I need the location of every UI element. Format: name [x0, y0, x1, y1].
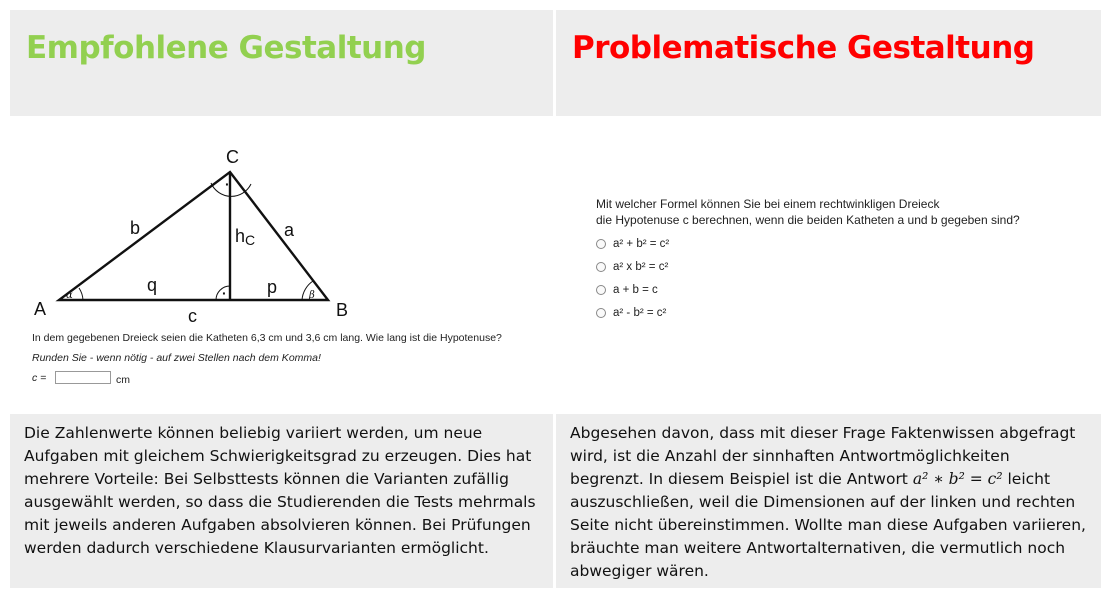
right-description: [570, 422, 1087, 583]
radio-button[interactable]: [596, 308, 606, 318]
alpha-label: α: [66, 290, 73, 301]
option-label: a² x b² = c²: [613, 261, 669, 273]
option-label: a² + b² = c²: [613, 238, 670, 250]
height-subscript: C: [245, 232, 256, 248]
left-description-text: Die Zahlenwerte können beliebig variiert werden, um neue Aufgaben mit gleichem Schwierigkeitsgrad zu erzeugen. Dies hat mehrere Vorteile: Bei Selbsttests können die Varianten zufällig ausgewählt werden, so dass die Studierenden die Tests mehrmals mit jeweils anderen Aufgaben absolvieren können. Bei Prüfungen werden dadurch verschiedene Klausurvarianten ermöglicht.: [24, 424, 536, 557]
left-description-cell: [10, 414, 553, 588]
side-a-label: a: [284, 220, 295, 240]
option-3[interactable]: [596, 284, 658, 296]
vertex-a-label: A: [34, 299, 47, 319]
height-label: h: [235, 226, 246, 246]
left-example-cell: [10, 119, 553, 411]
radio-button[interactable]: [596, 262, 606, 272]
problematic-heading: Problematische Gestaltung: [572, 30, 1035, 66]
radio-button[interactable]: [596, 285, 606, 295]
formula: a² ∗ b² = c²: [912, 470, 1003, 488]
left-header-cell: [10, 10, 553, 116]
right-description-after: leicht auszuschließen, weil die Dimensionen auf der linken und rechten Seite nicht übereinstimmen. Wollte man diese Aufgaben variieren, bräuchte man weitere Antwortalternativen, die vermutlich noch abwegiger wären.: [570, 470, 1086, 580]
gamma-dot: ·: [225, 176, 230, 192]
option-2[interactable]: [596, 261, 668, 273]
rounding-instruction: Runden Sie - wenn nötig - auf zwei Stellen nach dem Komma!: [32, 352, 321, 364]
right-question-line2: die Hypotenuse c berechnen, wenn die beiden Katheten a und b gegeben sind?: [596, 213, 1020, 227]
vertex-c-label: C: [226, 147, 239, 167]
right-angle-dot: ·: [222, 285, 227, 301]
right-description-before: Abgesehen davon, dass mit dieser Frage Faktenwissen abgefragt wird, ist die Anzahl der sinnhaften Antwortmöglichkeiten begrenzt. In diesem Beispiel ist die Antwort: [570, 424, 1076, 488]
answer-input[interactable]: [55, 371, 111, 384]
option-label: a + b = c: [613, 284, 658, 296]
side-b-label: b: [130, 218, 141, 238]
radio-button[interactable]: [596, 239, 606, 249]
vertex-b-label: B: [336, 300, 349, 320]
recommended-heading: Empfohlene Gestaltung: [26, 30, 426, 66]
side-c-label: c: [188, 306, 197, 326]
option-label: a² - b² = c²: [613, 307, 667, 319]
beta-label: β: [309, 290, 315, 301]
segment-q-label: q: [147, 275, 158, 295]
right-question-line1: Mit welcher Formel können Sie bei einem rechtwinkligen Dreieck: [596, 197, 940, 211]
option-1[interactable]: [596, 238, 669, 250]
right-description-text: [570, 422, 1087, 583]
option-4[interactable]: [596, 307, 666, 319]
right-header-cell: [556, 10, 1101, 116]
segment-p-label: p: [267, 277, 278, 297]
left-question-text: In dem gegebenen Dreieck seien die Katheten 6,3 cm und 3,6 cm lang. Wie lang ist die Hypotenuse?: [32, 332, 502, 344]
right-question: [596, 196, 1020, 228]
right-description-cell: [556, 414, 1101, 588]
left-description: [24, 422, 539, 560]
answer-unit: cm: [116, 374, 130, 386]
answer-label: c =: [32, 372, 47, 384]
